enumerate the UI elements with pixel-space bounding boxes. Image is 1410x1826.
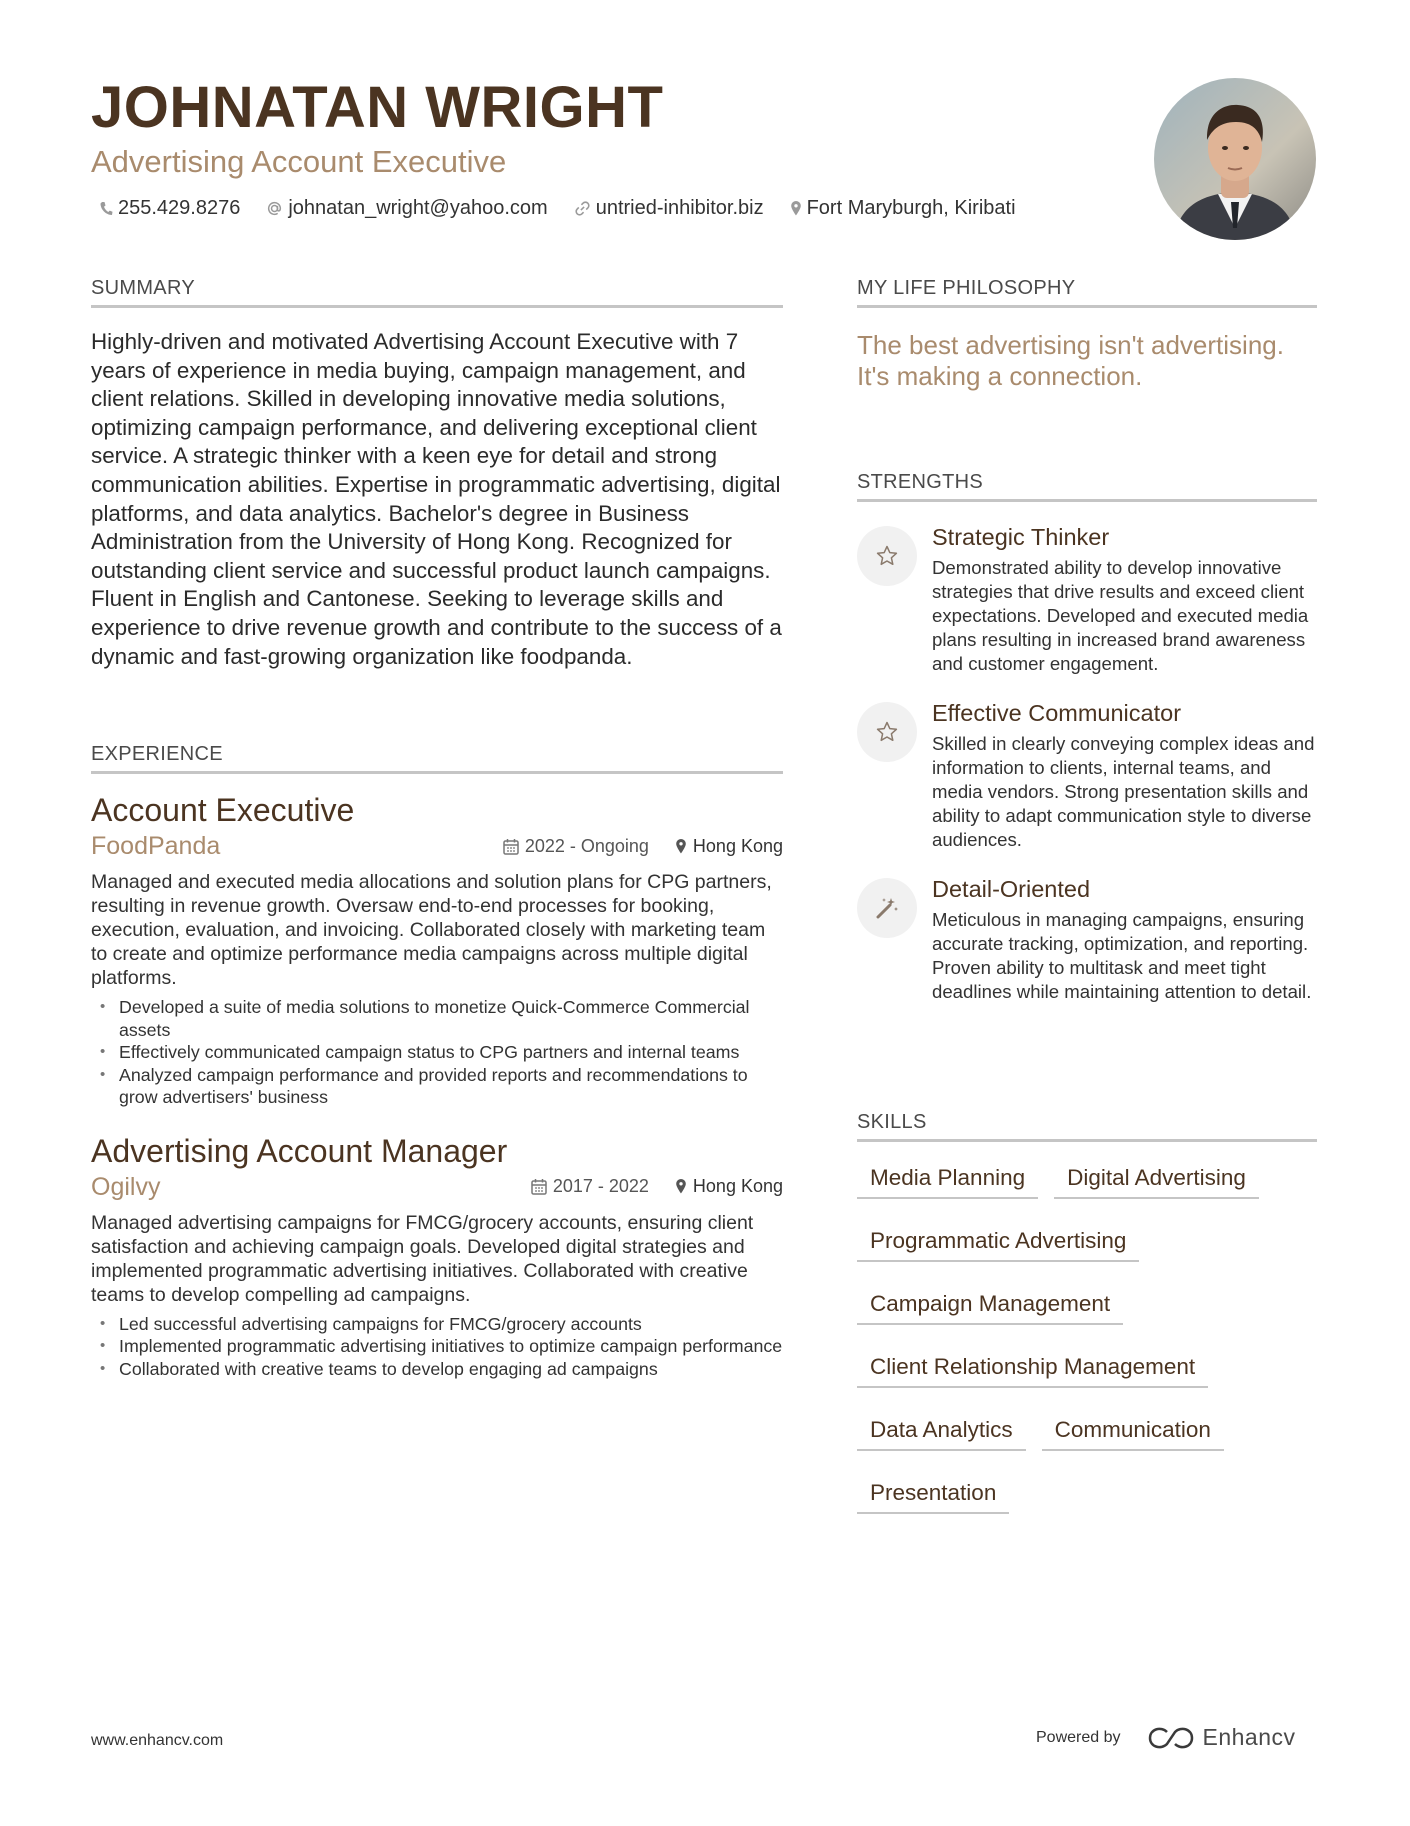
enhancv-logo-icon <box>1147 1726 1195 1750</box>
job-location <box>675 1176 783 1197</box>
job-title: Account Executive <box>91 792 355 828</box>
skill-tag: Client Relationship Management <box>857 1345 1208 1388</box>
email-text: johnatan_wright@yahoo.com <box>288 197 548 219</box>
job-bullet: • Led successful advertising campaigns for FMCG/grocery accounts <box>91 1313 783 1336</box>
job-meta-right <box>505 1176 783 1197</box>
skill-tag: Communication <box>1042 1408 1224 1451</box>
phone-text: 255.429.8276 <box>118 197 241 219</box>
philosophy-section <box>857 276 1317 392</box>
at-icon <box>266 200 283 217</box>
star-icon <box>857 702 917 762</box>
link-icon <box>574 200 591 217</box>
strength-item <box>857 698 1317 852</box>
philosophy-heading: MY LIFE PHILOSOPHY <box>857 276 1317 308</box>
strengths-section <box>857 470 1317 1004</box>
footer-url[interactable]: www.enhancv.com <box>91 1732 224 1749</box>
map-pin-icon <box>675 838 687 855</box>
job-meta-right <box>477 836 783 857</box>
job-bullets <box>91 1313 783 1381</box>
strength-text: Demonstrated ability to develop innovative strategies that drive results and exceed client expectations. Developed and executed media plans resulting in increased brand awareness and customer engagement. <box>932 557 1309 674</box>
skills-section <box>857 1110 1317 1534</box>
job-entry <box>91 790 783 1109</box>
job-dates <box>503 836 649 857</box>
map-pin-icon <box>675 1178 687 1195</box>
job-dates-text: 2022 - Ongoing <box>524 835 649 856</box>
philosophy-quote: The best advertising isn't advertising. It's making a connection. <box>857 330 1284 391</box>
job-location-text: Hong Kong <box>692 835 783 856</box>
experience-heading: EXPERIENCE <box>91 742 783 774</box>
strength-item <box>857 874 1317 1004</box>
magic-wand-icon <box>857 878 917 938</box>
job-description: Managed advertising campaigns for FMCG/grocery accounts, ensuring client satisfaction and achieving campaign goals. Developed digital strategies and implemented programmatic advertising initiatives. Collaborated with creative teams to develop compelling ad campaigns. <box>91 1211 754 1306</box>
experience-section <box>91 742 783 1380</box>
job-bullet: • Developed a suite of media solutions to monetize Quick-Commerce Commercial assets <box>91 996 783 1041</box>
summary-heading: SUMMARY <box>91 276 783 308</box>
job-bullet: • Analyzed campaign performance and provided reports and recommendations to grow advertisers' business <box>91 1064 783 1109</box>
skill-tag: Presentation <box>857 1471 1009 1514</box>
skill-tag: Media Planning <box>857 1156 1038 1199</box>
contact-website[interactable] <box>574 197 764 220</box>
brand-name: Enhancv <box>1202 1724 1296 1750</box>
job-meta <box>91 830 783 862</box>
strength-text: Meticulous in managing campaigns, ensuring accurate tracking, optimization, and reporting. Proven ability to multitask and meet tight deadlines while maintaining attention to detail. <box>932 909 1312 1002</box>
job-title: Advertising Account Manager <box>91 1132 508 1169</box>
skills-heading: SKILLS <box>857 1110 1317 1142</box>
strength-text: Skilled in clearly conveying complex ideas and information to clients, internal teams, and media vendors. Strong presentation skills and ability to adapt communication style to diverse audiences. <box>932 733 1315 850</box>
summary-text: Highly-driven and motivated Advertising Account Executive with 7 years of experience in media buying, campaign management, and client relations. Skilled in developing innovative media solutions, optimizing campaign performance, and delivering exceptional client service. A strategic thinker with a keen eye for detail and strong communication abilities. Expertise in programmatic advertising, digital platforms, and data analytics. Bachelor's degree in Business Administration from the University of Hong Kong. Recognized for outstanding client service and successful product launch campaigns. Fluent in English and Cantonese. Seeking to leverage skills and experience to drive revenue growth and contribute to the success of a dynamic and fast-growing organization like foodpanda. <box>91 329 782 669</box>
job-location-text: Hong Kong <box>692 1176 783 1196</box>
job-bullet: • Implemented programmatic advertising initiatives to optimize campaign performance <box>91 1335 783 1358</box>
job-dates-text: 2017 - 2022 <box>552 1176 649 1196</box>
star-icon <box>857 526 917 586</box>
job-dates <box>531 1176 649 1197</box>
strength-item <box>857 522 1317 676</box>
strength-title: Effective Communicator <box>932 700 1182 726</box>
contact-phone[interactable] <box>99 197 240 220</box>
skill-tag: Digital Advertising <box>1054 1156 1259 1199</box>
job-description: Managed and executed media allocations and solution plans for CPG partners, resulting in revenue growth. Oversaw end-to-end processes for booking, execution, evaluation, and invoicing. Collaborated closely with marketing team to create and optimize performance media campaigns across multiple digital platforms. <box>91 871 772 989</box>
summary-section <box>91 276 783 671</box>
phone-icon <box>99 201 113 217</box>
skill-tag: Programmatic Advertising <box>857 1219 1139 1262</box>
powered-by-text: Powered by <box>1036 1728 1121 1746</box>
candidate-name: JOHNATAN WRIGHT <box>91 75 664 140</box>
strength-title: Strategic Thinker <box>932 524 1110 550</box>
footer-brand[interactable] <box>1036 1724 1296 1751</box>
skill-tag: Data Analytics <box>857 1408 1026 1451</box>
job-bullet: • Effectively communicated campaign status to CPG partners and internal teams <box>91 1041 783 1064</box>
calendar-icon <box>503 838 519 855</box>
strength-title: Detail-Oriented <box>932 876 1091 902</box>
skills-list <box>857 1156 1317 1534</box>
skill-tag: Campaign Management <box>857 1282 1123 1325</box>
job-bullet: • Collaborated with creative teams to develop engaging ad campaigns <box>91 1358 783 1381</box>
job-company: FoodPanda <box>91 832 221 860</box>
job-bullets <box>91 996 783 1109</box>
job-location <box>675 836 783 857</box>
job-company: Ogilvy <box>91 1172 161 1201</box>
calendar-icon <box>531 1178 547 1195</box>
contact-email[interactable] <box>266 197 547 220</box>
location-text: Fort Maryburgh, Kiribati <box>806 197 1016 219</box>
strengths-heading: STRENGTHS <box>857 470 1317 502</box>
profile-photo <box>1154 78 1316 240</box>
contact-location <box>790 197 1016 220</box>
website-text: untried-inhibitor.biz <box>595 197 764 219</box>
job-entry <box>91 1131 783 1381</box>
candidate-title: Advertising Account Executive <box>91 144 507 179</box>
contact-bar <box>99 197 1042 220</box>
job-meta <box>91 1171 783 1203</box>
map-pin-icon <box>790 200 802 217</box>
